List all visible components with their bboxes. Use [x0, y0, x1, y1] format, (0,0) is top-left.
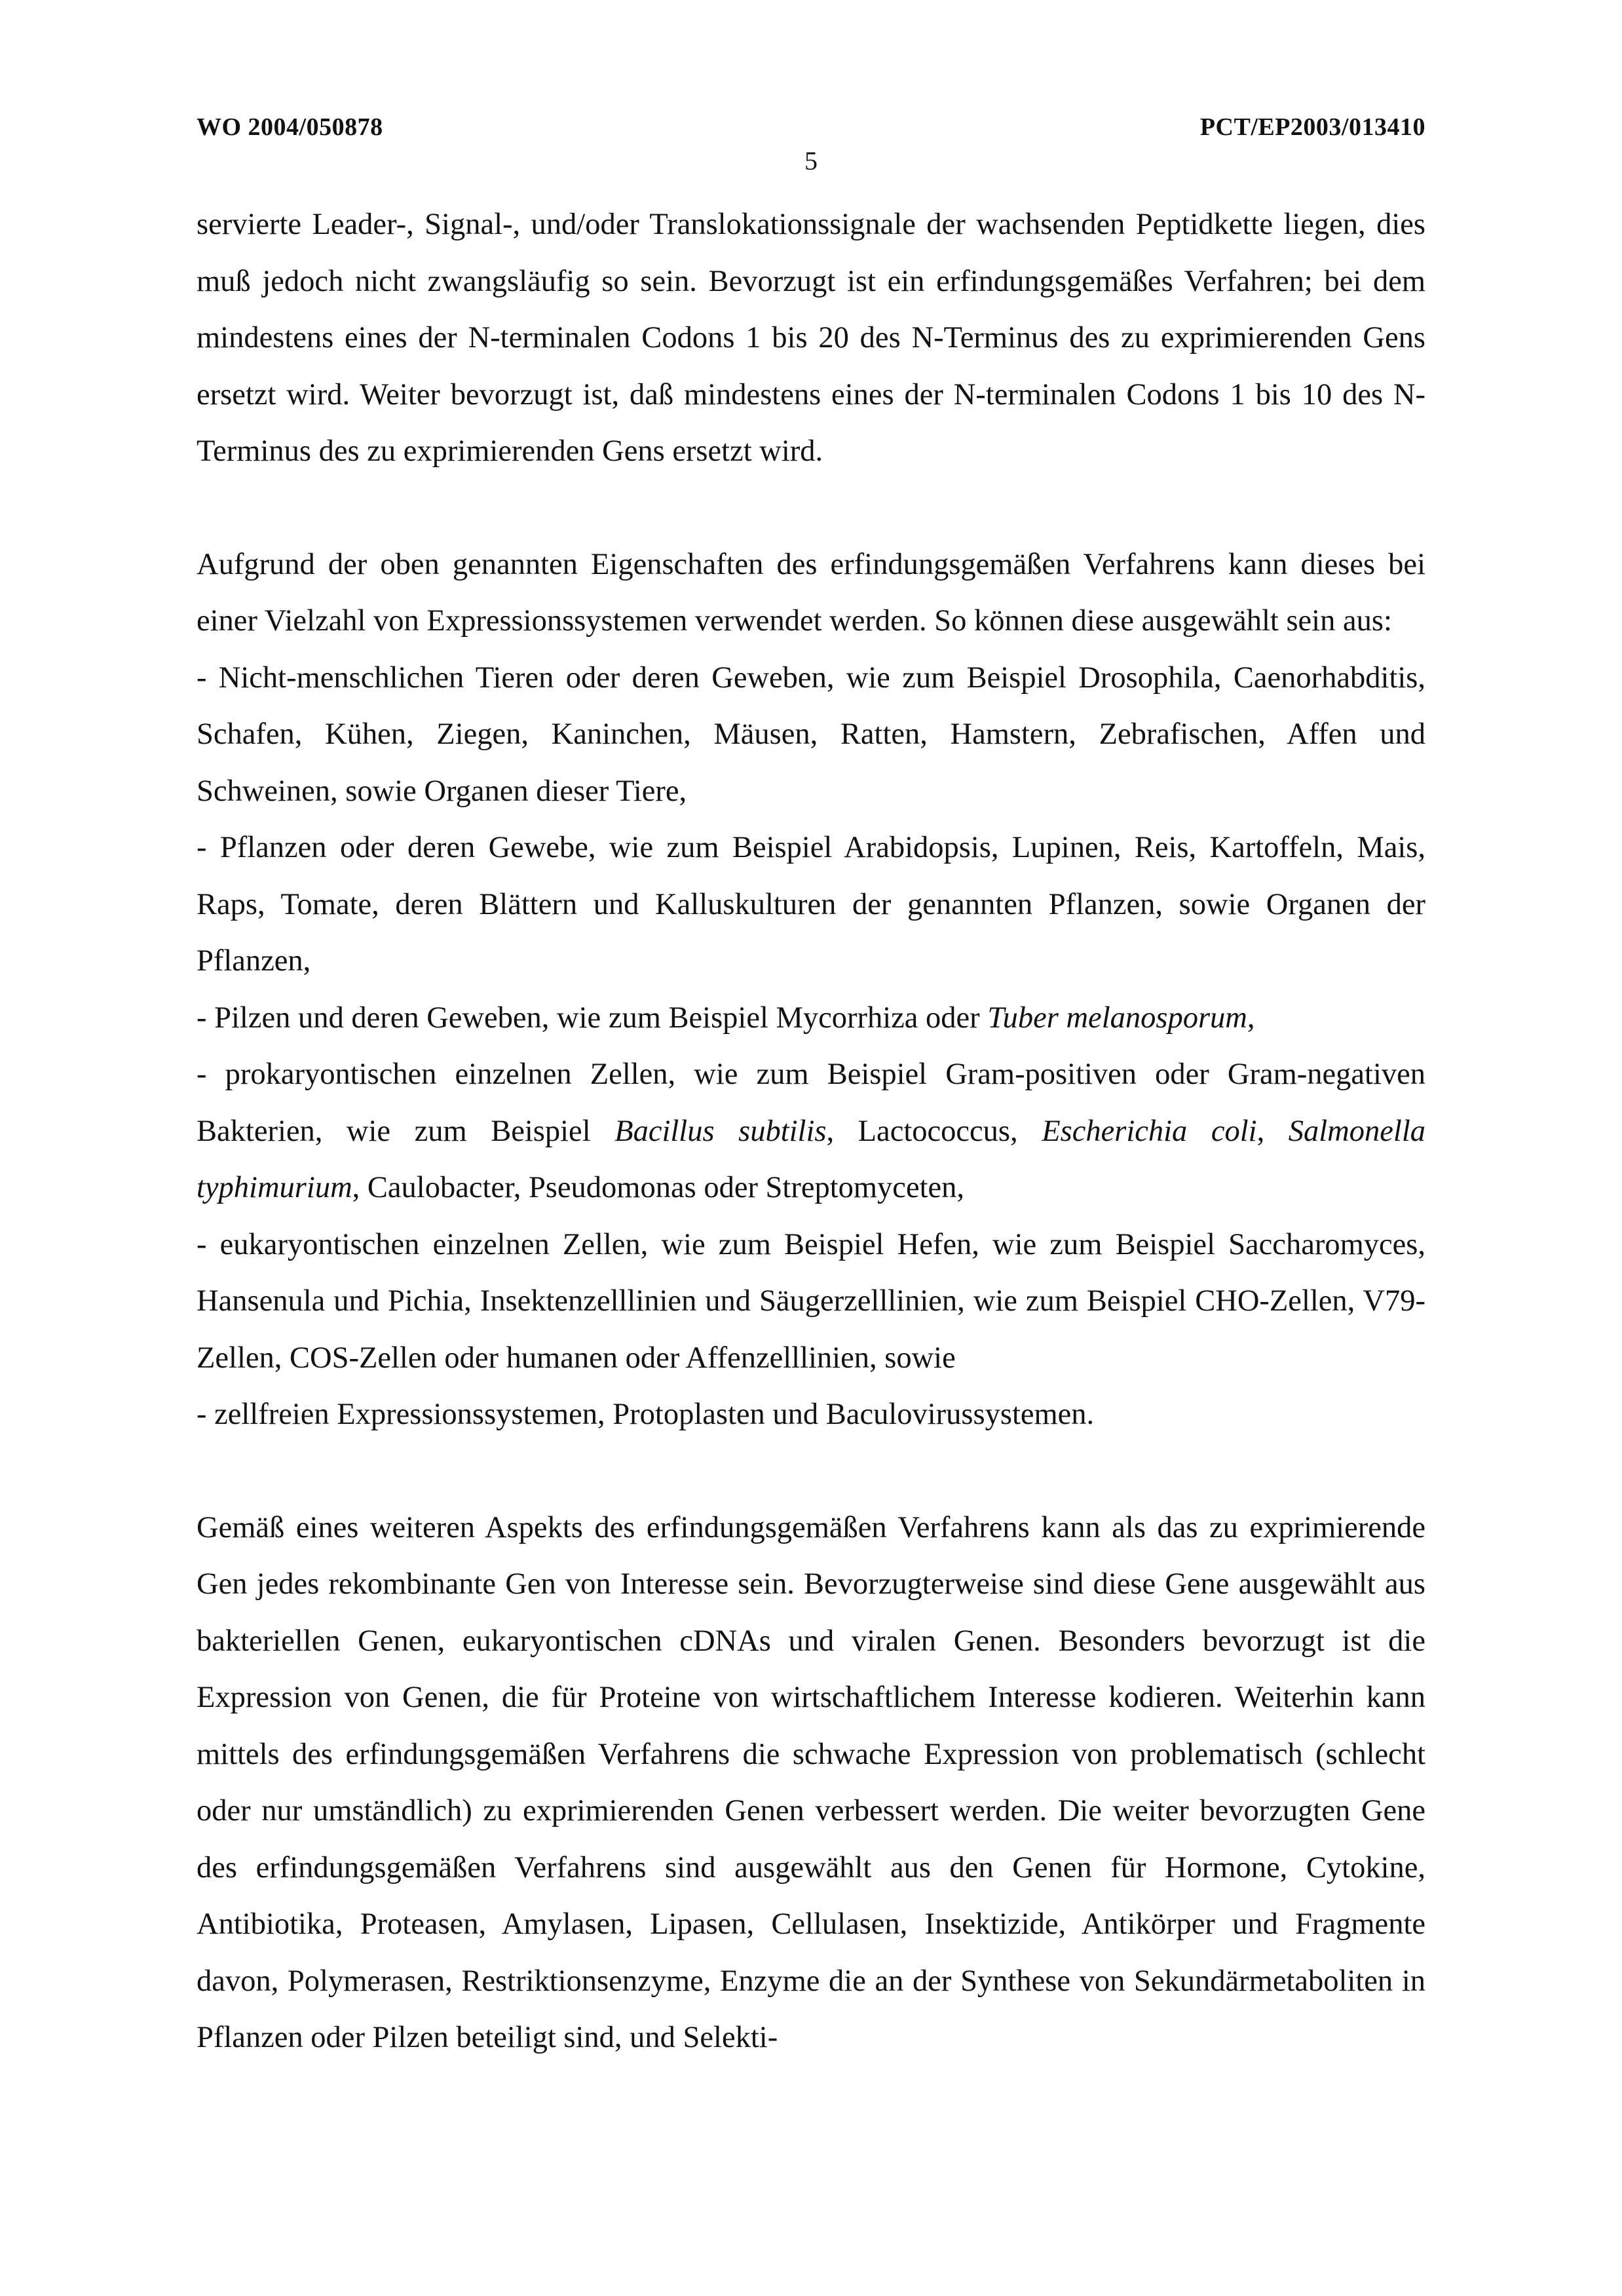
- list-item-prokaryotes-text: - prokaryontischen einzelnen Zellen, wie zum Beispiel Gram-positiven oder Gram-negativen Bakterien, wie zum Beispiel: [197, 1058, 1425, 1148]
- page-number: 5: [804, 146, 818, 176]
- list-item-fungi-end: ,: [1247, 1001, 1255, 1035]
- species-name: Escherichia coli: [1042, 1114, 1257, 1148]
- species-name: Bacillus subtilis: [614, 1114, 827, 1148]
- paragraph-spacer: [197, 1444, 1425, 1500]
- document-body: [197, 197, 1425, 2067]
- paragraph-2-intro: Aufgrund der oben genannten Eigenschaften des erfindungsgemäßen Verfahrens kann dieses bei einer Vielzahl von Expressionssystemen verwendet werden. So können diese ausgewählt sein aus:: [197, 547, 1425, 638]
- list-item-prokaryotes: [197, 1046, 1425, 1217]
- list-item-plants: - Pflanzen oder deren Gewebe, wie zum Beispiel Arabidopsis, Lupinen, Reis, Kartoffeln, Mais, Raps, Tomate, deren Blättern und Kalluskulturen der genannten Pflanzen, sowie Organen der Pflanzen,: [197, 831, 1425, 978]
- list-item-fungi-text: - Pilzen und deren Geweben, wie zum Beispiel Mycorrhiza oder: [197, 1001, 988, 1035]
- species-name: Tuber melanosporum: [987, 1001, 1247, 1035]
- list-item-prokaryotes-text: ,: [1256, 1114, 1289, 1148]
- publication-number: WO 2004/050878: [197, 113, 383, 141]
- list-item-animals: - Nicht-menschlichen Tieren oder deren Geweben, wie zum Beispiel Drosophila, Caenorhabditis, Schafen, Kühen, Ziegen, Kaninchen, Mäusen, Ratten, Hamstern, Zebrafischen, Affen und Schweinen, sowie Organen dieser Tiere,: [197, 660, 1425, 808]
- list-item-fungi: [197, 990, 1425, 1047]
- paragraph-3: Gemäß eines weiteren Aspekts des erfindungsgemäßen Verfahrens kann als das zu exprimierende Gen jedes rekombinante Gen von Interesse sein. Bevorzugterweise sind diese Gene ausgewählt aus bakteriellen Genen, eukaryontischen cDNAs und viralen Genen. Besonders bevorzugt ist die Expression von Genen, die für Proteine von wirtschaftlichem Interesse kodieren. Weiterhin kann mittels des erfindungsgemäßen Verfahrens die schwache Expression von problematisch (schlecht oder nur umständlich) zu exprimierenden Genen verbessert werden. Die weiter bevorzugten Gene des erfindungsgemäßen Verfahrens sind ausgewählt aus den Genen für Hormone, Cytokine, Antibiotika, Proteasen, Amylasen, Lipasen, Cellulasen, Insektizide, Antikörper und Fragmente davon, Polymerasen, Restriktionsenzyme, Enzyme die an der Synthese von Sekundärmetaboliten in Pflanzen oder Pilzen beteiligt sind, und Selekti-: [197, 1510, 1425, 2054]
- paragraph-1: servierte Leader-, Signal-, und/oder Translokationssignale der wachsenden Peptidkette liegen, dies muß jedoch nicht zwangsläufig so sein. Bevorzugt ist ein erfindungsgemäßes Verfahren; bei dem mindestens eines der N-terminalen Codons 1 bis 20 des N-Terminus des zu exprimierenden Gens ersetzt wird. Weiter bevorzugt ist, daß mindestens eines der N-terminalen Codons 1 bis 10 des N-Terminus des zu exprimierenden Gens ersetzt wird.: [197, 208, 1425, 468]
- species-name: Salmonella typhimurium: [197, 1114, 1425, 1204]
- list-item-prokaryotes-end: , Caulobacter, Pseudomonas oder Streptomyceten,: [352, 1171, 965, 1204]
- list-item-prokaryotes-text: , Lactococcus,: [826, 1114, 1042, 1148]
- list-item-eukaryotes: - eukaryontischen einzelnen Zellen, wie zum Beispiel Hefen, wie zum Beispiel Saccharomyces, Hansenula und Pichia, Insektenzelllinien und Säugerzelllinien, wie zum Beispiel CHO-Zellen, V79-Zellen, COS-Zellen oder humanen oder Affenzelllinien, sowie: [197, 1227, 1425, 1375]
- list-item-cell-free: - zellfreien Expressionssystemen, Protoplasten und Baculovirussystemen.: [197, 1398, 1095, 1431]
- paragraph-spacer: [197, 480, 1425, 537]
- application-number: PCT/EP2003/013410: [1199, 113, 1425, 141]
